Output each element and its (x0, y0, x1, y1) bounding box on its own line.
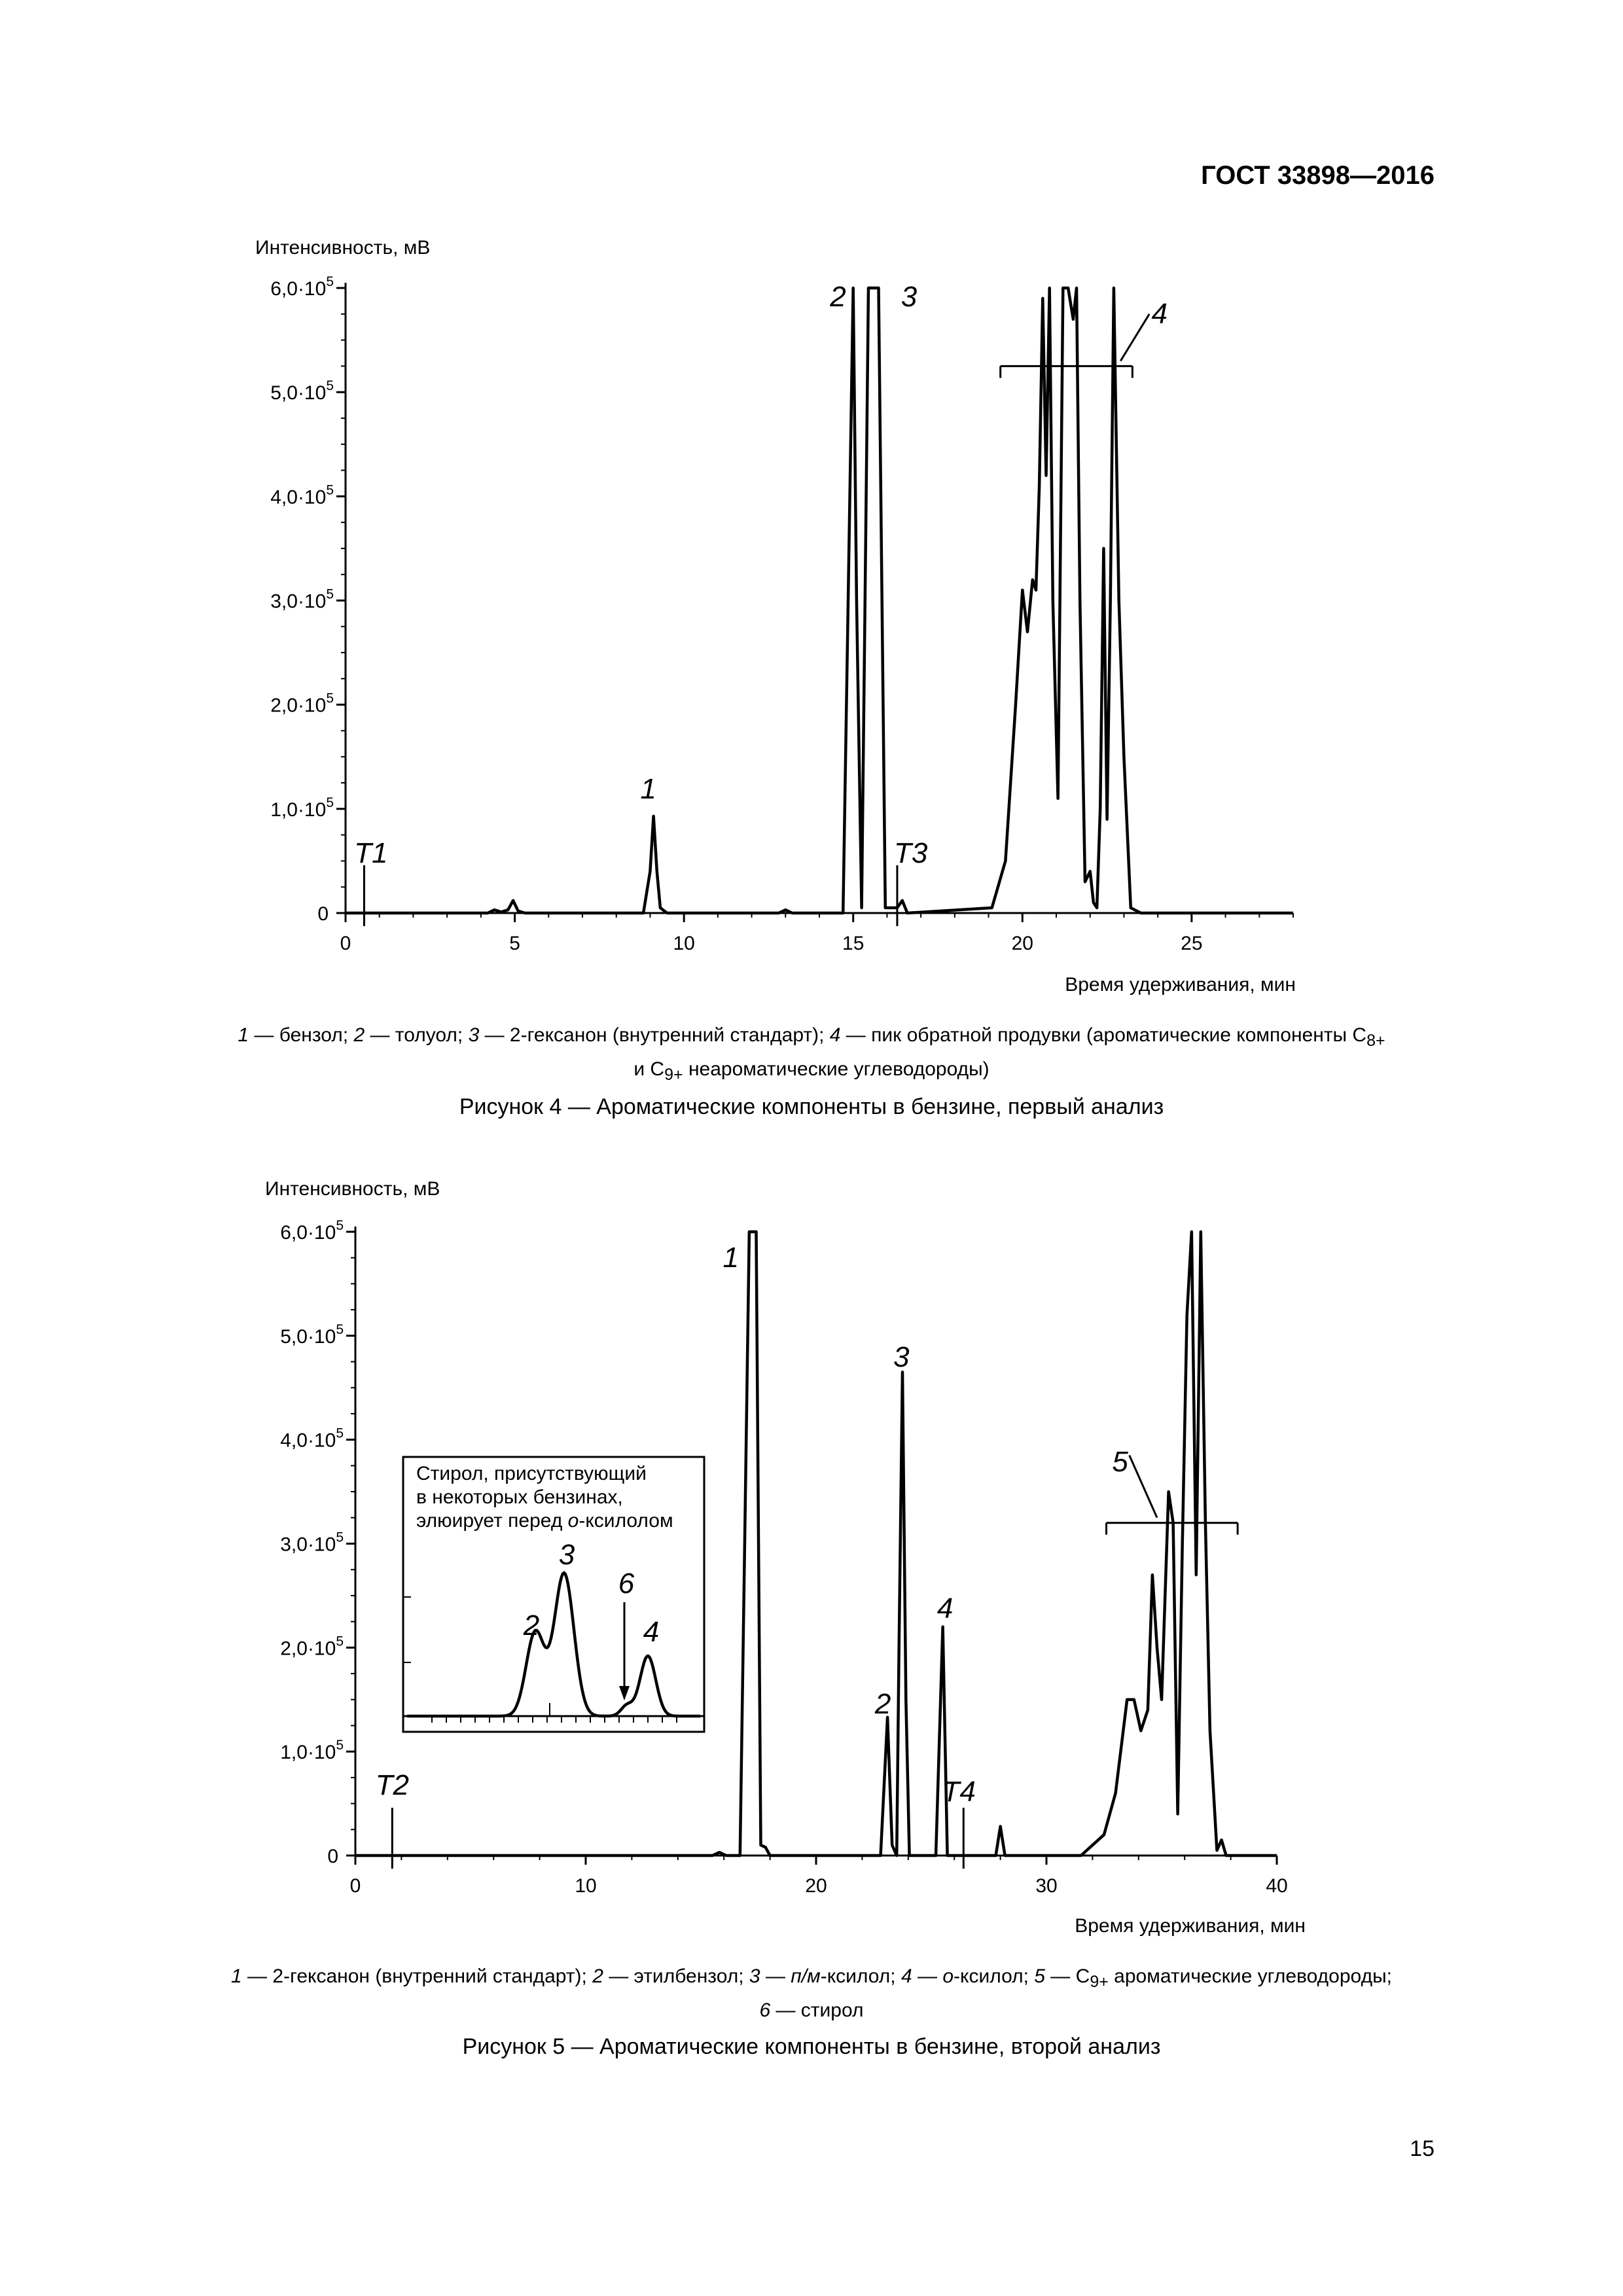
peak5-leader (1130, 1455, 1157, 1517)
peak-label-4: 4 (1151, 298, 1168, 330)
x-tick-label: 10 (673, 933, 695, 954)
legend-num: 3 (749, 1965, 760, 1987)
x-tick-label: 40 (1266, 1875, 1288, 1897)
fig4-x-unit-label: Время удерживания, мин (1065, 974, 1296, 996)
legend-text: -ксилол; (820, 1965, 901, 1987)
x-tick-label: 20 (1011, 933, 1033, 954)
peak-label-1: 1 (640, 773, 656, 805)
legend-num: 1 (231, 1965, 242, 1987)
y-tick-label: $4,0\cdot 10^5$ (280, 1426, 344, 1452)
y-tick-label: $1,0\cdot 10^5$ (270, 795, 334, 821)
y-tick-label: $1,0\cdot 10^5$ (280, 1738, 344, 1764)
legend-text: — стирол (770, 2000, 864, 2021)
x-tick-label: 20 (805, 1875, 827, 1897)
inset-line: Стирол, присутствующий (416, 1463, 647, 1484)
fig5-legend-line1 (111, 1962, 1512, 1996)
peak-label-2: 2 (830, 281, 846, 313)
legend-text: — (912, 1965, 943, 1987)
standard-number: ГОСТ 33898—2016 (1201, 161, 1435, 190)
y-tick-label: $2,0\cdot 10^5$ (280, 1634, 344, 1660)
y-tick-exponent: 5 (326, 482, 334, 498)
y-tick-exponent: 5 (336, 1321, 344, 1337)
y-tick-exponent: 5 (326, 795, 334, 810)
x-tick-label: 30 (1035, 1875, 1058, 1897)
fig5-legend-line2 (111, 1996, 1512, 2025)
y-tick-label: $6,0\cdot 10^5$ (270, 274, 334, 300)
legend-num: 4 (901, 1965, 912, 1987)
y-tick-exponent: 5 (326, 378, 334, 394)
y-tick-label: 0 (317, 903, 329, 925)
legend-num: 2 (353, 1024, 365, 1046)
legend-num: 6 (759, 2000, 771, 2021)
y-tick-label: $5,0\cdot 10^5$ (270, 378, 334, 404)
legend-em: о (942, 1965, 954, 1987)
fig4-y-unit-label: Интенсивность, мВ (255, 237, 431, 259)
legend-text: — пик обратной продувки (ароматические компоненты С (840, 1024, 1367, 1046)
legend-text: -ксилол; (954, 1965, 1035, 1987)
y-tick-label: $4,0\cdot 10^5$ (270, 482, 334, 509)
legend-num: 5 (1034, 1965, 1045, 1987)
legend-text: неароматические углеводороды) (683, 1058, 990, 1080)
marker-t3-label: T3 (893, 837, 928, 869)
x-tick-label: 10 (575, 1875, 597, 1897)
legend-sub: 9+ (664, 1066, 683, 1084)
y-tick-exponent: 5 (336, 1634, 344, 1649)
inset-text-part: -ксилолом (579, 1510, 673, 1532)
peak-label-2: 2 (874, 1688, 891, 1720)
peak-label-1: 1 (722, 1242, 740, 1274)
y-tick-exponent: 5 (336, 1530, 344, 1545)
marker-t2-label: T2 (375, 1769, 409, 1801)
y-tick-label: $6,0\cdot 10^5$ (280, 1218, 344, 1244)
inset-peak-label-2: 2 (523, 1609, 540, 1641)
inset-line (416, 1509, 673, 1533)
legend-num: 3 (468, 1024, 480, 1046)
inset-peak-label-4: 4 (643, 1616, 660, 1648)
legend-em: п/м (791, 1965, 821, 1987)
legend-num: 1 (238, 1024, 249, 1046)
legend-num: 4 (829, 1024, 841, 1046)
marker-t1-label: T1 (354, 837, 388, 869)
legend-text: — бензол; (249, 1024, 354, 1046)
fig5-y-unit-label: Интенсивность, мВ (265, 1178, 440, 1200)
peak-label-3: 3 (901, 281, 918, 313)
y-tick-exponent: 5 (326, 274, 334, 289)
marker-t4-label: T4 (942, 1776, 976, 1808)
legend-sub: 8+ (1366, 1031, 1385, 1050)
x-tick-label: 5 (509, 933, 520, 954)
inset-peak-label-6: 6 (618, 1568, 635, 1600)
y-tick-exponent: 5 (336, 1218, 344, 1233)
fig4-caption: Рисунок 4 — Ароматические компоненты в бензине, первый анализ (459, 1094, 1164, 1119)
inset-peak-label-3: 3 (558, 1539, 575, 1571)
peak-label-5: 5 (1112, 1446, 1128, 1478)
legend-text: и С (633, 1058, 665, 1080)
y-tick-label: $2,0\cdot 10^5$ (270, 691, 334, 717)
y-tick-label: $3,0\cdot 10^5$ (270, 586, 334, 613)
x-tick-label: 15 (842, 933, 865, 954)
legend-text: ароматические углеводороды; (1108, 1965, 1392, 1987)
legend-text: — 2-гексанон (внутренний стандарт); (241, 1965, 593, 1987)
fig5-x-unit-label: Время удерживания, мин (1075, 1915, 1306, 1937)
y-tick-label: $3,0\cdot 10^5$ (280, 1530, 344, 1556)
page-number: 15 (1410, 2136, 1435, 2161)
legend-text: — 2-гексанон (внутренний стандарт); (479, 1024, 830, 1046)
inset-text (416, 1462, 673, 1533)
legend-sub: 9+ (1090, 1973, 1109, 1991)
x-tick-label: 25 (1181, 933, 1203, 954)
fig5-caption: Рисунок 5 — Ароматические компоненты в бензине, второй анализ (462, 2034, 1161, 2059)
inset-text-part: элюирует перед (416, 1510, 568, 1532)
x-tick-label: 0 (349, 1875, 361, 1897)
y-tick-exponent: 5 (336, 1738, 344, 1753)
legend-text: — толуол; (365, 1024, 469, 1046)
y-tick-exponent: 5 (326, 691, 334, 706)
peak-label-3: 3 (893, 1341, 910, 1373)
y-tick-exponent: 5 (336, 1426, 344, 1441)
y-tick-label: 0 (327, 1846, 338, 1867)
peak-label-4: 4 (936, 1592, 954, 1624)
y-tick-label: $5,0\cdot 10^5$ (280, 1321, 344, 1348)
legend-text: — С (1044, 1965, 1090, 1987)
inset-text-em: о (567, 1510, 579, 1532)
inset-line: в некоторых бензинах, (416, 1486, 623, 1508)
legend-text: — этилбензол; (603, 1965, 749, 1987)
legend-text: — (760, 1965, 791, 1987)
fig5-legend (111, 1962, 1512, 2025)
legend-num: 2 (592, 1965, 603, 1987)
x-tick-label: 0 (340, 933, 351, 954)
y-tick-exponent: 5 (326, 586, 334, 602)
